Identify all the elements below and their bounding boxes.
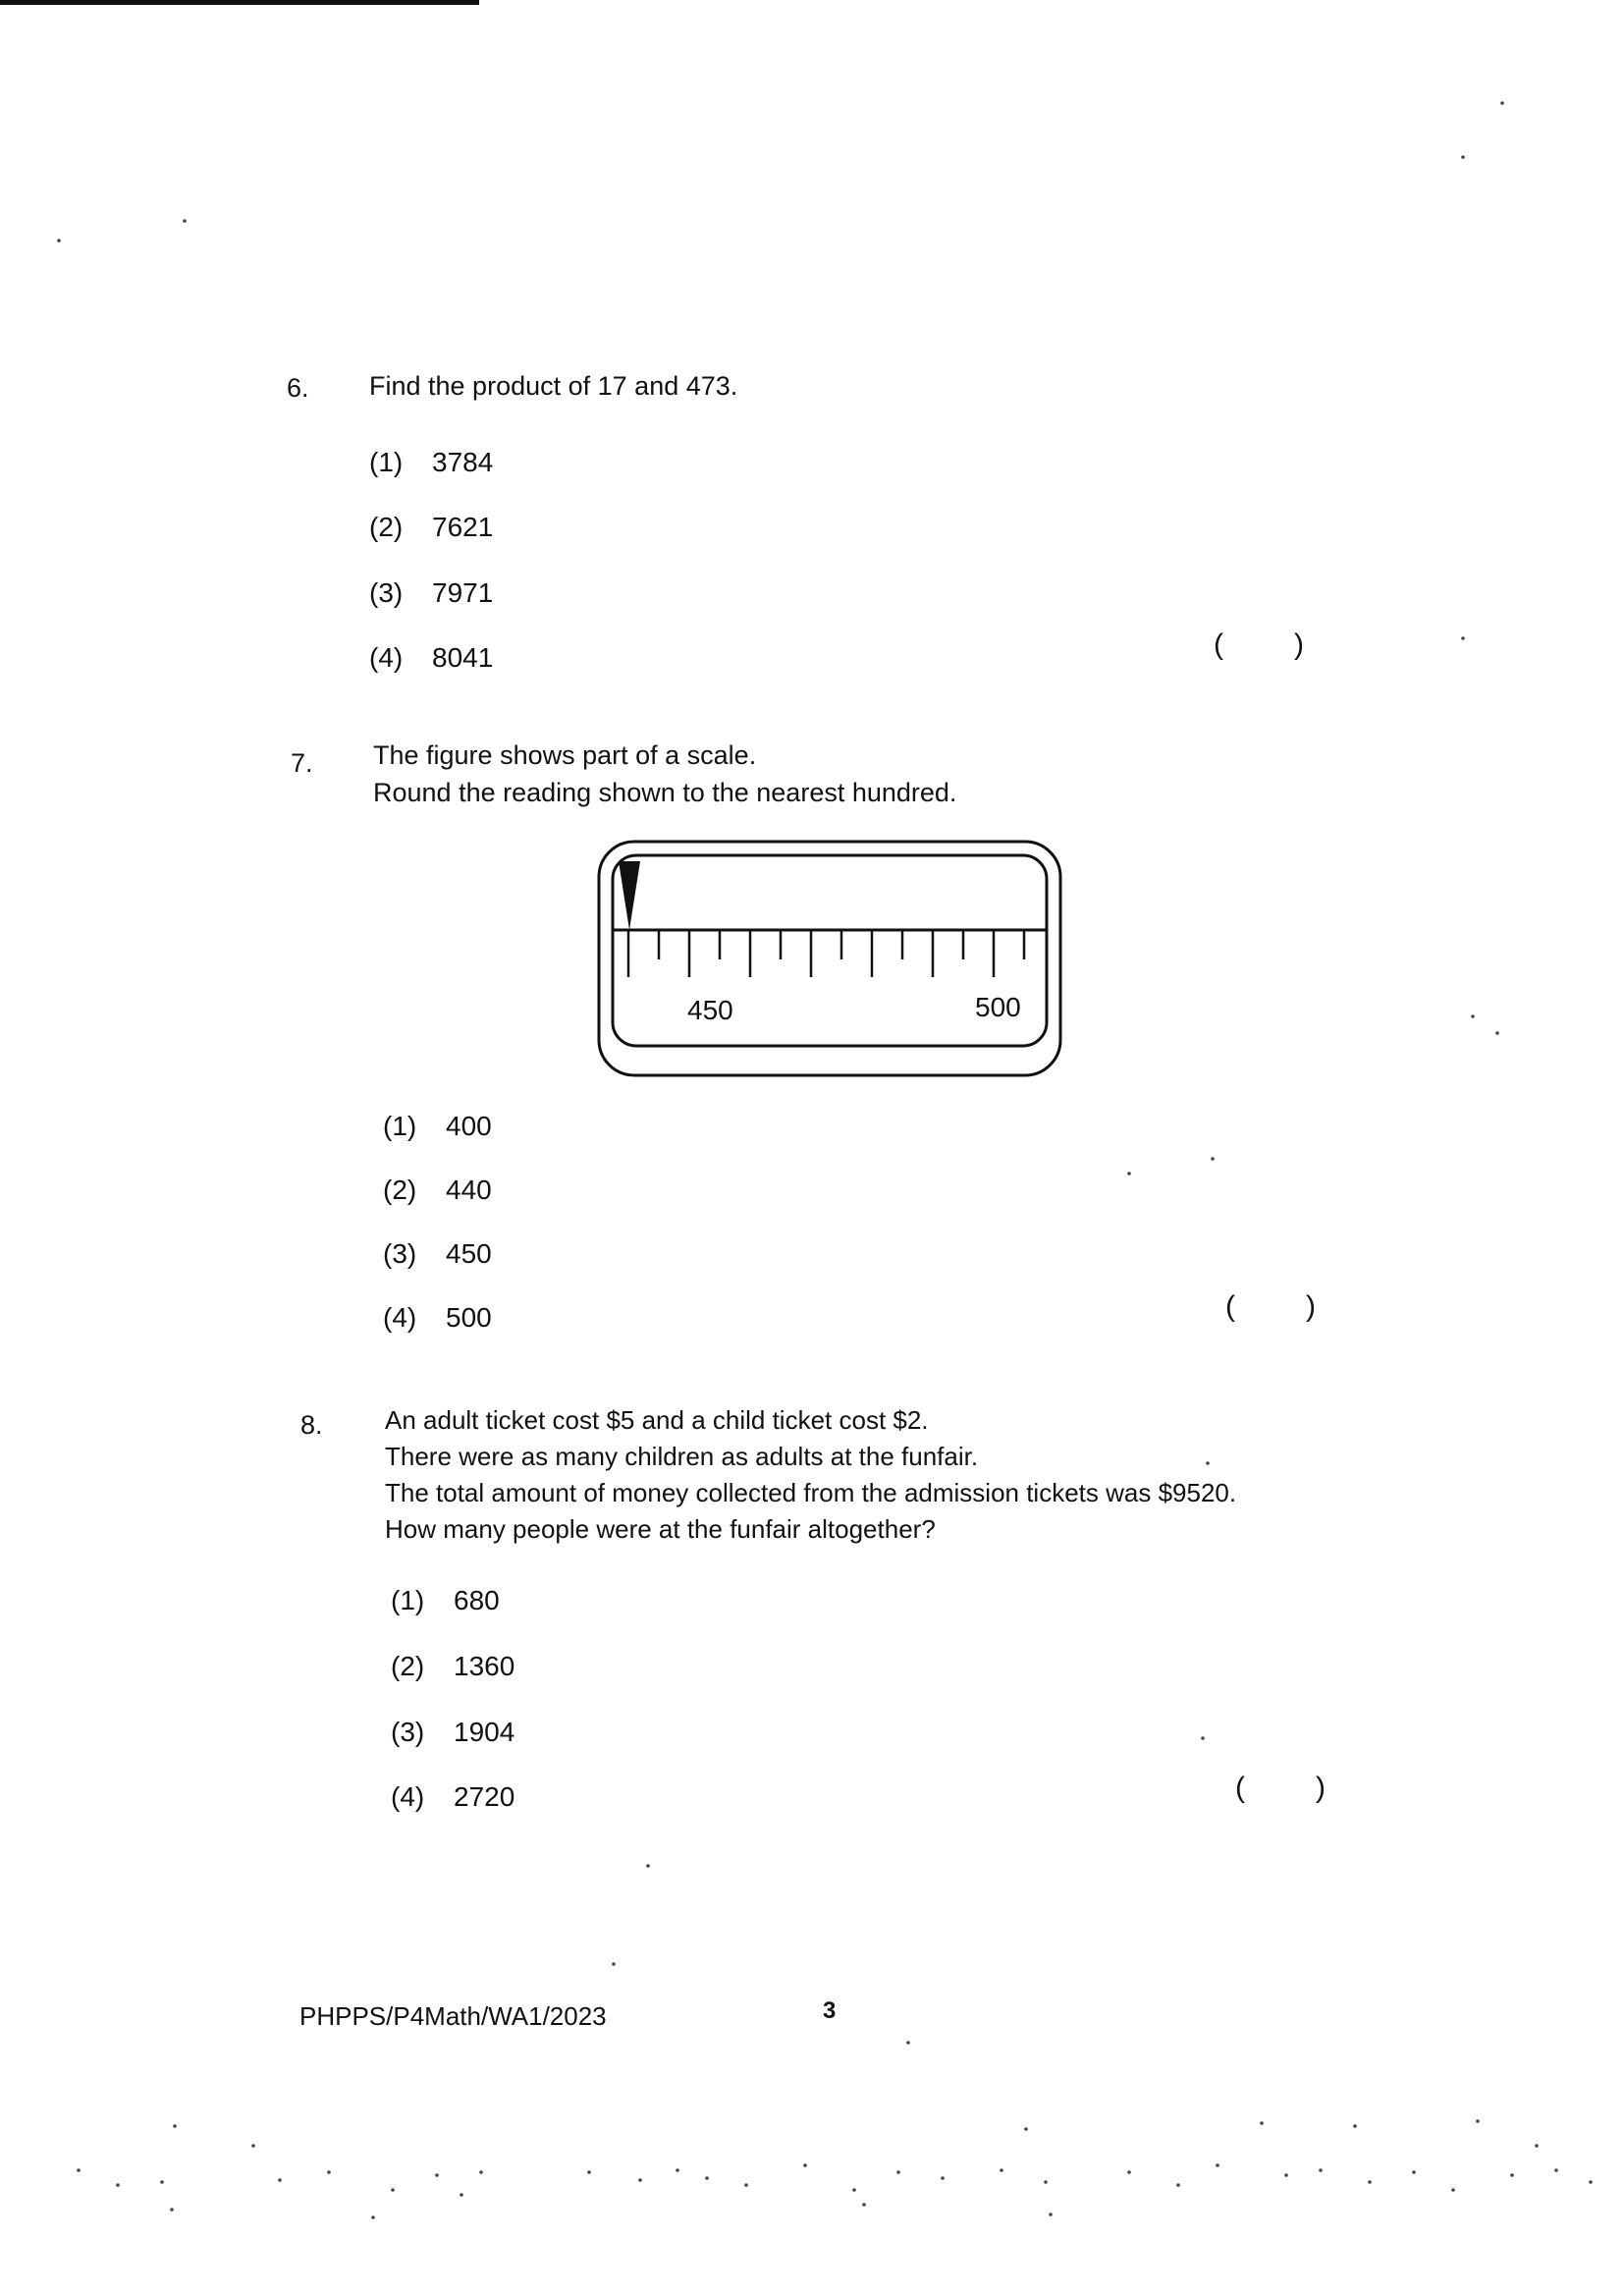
scan-speck (676, 2168, 679, 2172)
scan-speck (1201, 1736, 1205, 1740)
scan-speck (862, 2203, 866, 2207)
scale-ticks (628, 930, 1024, 977)
scan-speck (1049, 2213, 1053, 2216)
question-7-option-4[interactable]: (4) 500 (383, 1302, 492, 1333)
scan-speck (1319, 2168, 1323, 2172)
scan-speck (183, 219, 187, 223)
question-8-line-1: An adult ticket cost $5 and a child ticket cost $2. (385, 1405, 929, 1435)
question-6-answer-box[interactable]: ( ) (1214, 629, 1304, 661)
scale-label-450: 450 (687, 995, 733, 1025)
scan-speck (1211, 1157, 1215, 1161)
scan-speck (612, 1962, 616, 1966)
scan-speck (77, 2168, 81, 2172)
question-6-line-1: Find the product of 17 and 473. (369, 371, 738, 401)
scale-outer-frame (599, 842, 1060, 1075)
question-8-line-3: The total amount of money collected from the admission tickets was $9520. (385, 1478, 1237, 1507)
scan-speck (941, 2176, 945, 2180)
scan-speck (896, 2170, 900, 2174)
scan-speck (587, 2170, 591, 2174)
question-8-option-3[interactable]: (3) 1904 (391, 1717, 515, 1747)
question-8-text (385, 1402, 1236, 1548)
scan-speck (160, 2180, 164, 2184)
scan-speck (460, 2193, 463, 2197)
scan-speck (638, 2178, 642, 2182)
question-8-number: 8. (300, 1410, 323, 1440)
question-6-option-4[interactable]: (4) 8041 (369, 642, 494, 673)
scan-speck (371, 2215, 375, 2219)
scan-speck (391, 2188, 395, 2192)
question-6-option-2[interactable]: (2) 7621 (369, 512, 494, 542)
scan-speck (1412, 2170, 1416, 2174)
question-7-number: 7. (291, 748, 313, 778)
scan-speck (1461, 636, 1465, 640)
scan-speck (1461, 155, 1465, 159)
scale-figure (589, 840, 1070, 1085)
scan-speck (251, 2144, 255, 2148)
question-7-option-3[interactable]: (3) 450 (383, 1238, 492, 1269)
question-8-line-4: How many people were at the funfair altogether? (385, 1514, 936, 1544)
scan-speck (803, 2163, 807, 2167)
question-6-number: 6. (287, 373, 309, 403)
scan-speck (1476, 2119, 1480, 2123)
scan-speck (1471, 1014, 1475, 1018)
scan-speck (906, 2041, 910, 2045)
question-7-text (373, 737, 956, 811)
footer-paper-code: PHPPS/P4Math/WA1/2023 (299, 2001, 607, 2031)
scan-speck (1451, 2188, 1455, 2192)
scan-speck (705, 2176, 709, 2180)
scan-speck (1176, 2183, 1180, 2187)
scan-speck (1368, 2180, 1372, 2184)
scan-speck (744, 2183, 748, 2187)
question-8-option-2[interactable]: (2) 1360 (391, 1651, 515, 1681)
scan-speck (1500, 101, 1504, 105)
question-8-line-2: There were as many children as adults at the funfair. (385, 1442, 979, 1471)
scale-pointer (619, 861, 640, 930)
question-6-text (369, 367, 737, 405)
scan-speck (57, 239, 61, 243)
scan-speck (1216, 2163, 1219, 2167)
scan-speck (852, 2188, 856, 2192)
scan-speck (170, 2208, 174, 2212)
scan-speck (479, 2170, 483, 2174)
scan-speck (1044, 2180, 1048, 2184)
question-6-option-1[interactable]: (1) 3784 (369, 447, 494, 477)
scan-speck (116, 2183, 120, 2187)
scan-speck (1353, 2124, 1357, 2128)
scan-speck (173, 2124, 177, 2128)
page-number: 3 (823, 1997, 837, 2024)
scan-speck (1260, 2121, 1264, 2125)
question-6-option-3[interactable]: (3) 7971 (369, 577, 494, 608)
scan-speck (278, 2178, 282, 2182)
scan-speck (1510, 2173, 1514, 2177)
question-8-option-4[interactable]: (4) 2720 (391, 1781, 515, 1812)
scan-speck (646, 1864, 650, 1868)
top-edge-bar (0, 0, 479, 5)
scan-speck (1024, 2127, 1028, 2131)
question-8-answer-box[interactable]: ( ) (1235, 1772, 1326, 1804)
question-7-line-1: The figure shows part of a scale. (373, 740, 757, 770)
question-7-answer-box[interactable]: ( ) (1225, 1290, 1316, 1323)
scan-speck (1535, 2144, 1539, 2148)
scan-speck (1589, 2180, 1593, 2184)
scan-speck (1127, 2170, 1131, 2174)
scan-speck (327, 2170, 331, 2174)
scan-speck (1000, 2168, 1003, 2172)
scan-speck (1495, 1031, 1499, 1035)
question-8-option-1[interactable]: (1) 680 (391, 1585, 500, 1615)
scale-label-500: 500 (975, 992, 1021, 1022)
question-7-option-1[interactable]: (1) 400 (383, 1111, 492, 1141)
scan-speck (1284, 2173, 1288, 2177)
question-7-line-2: Round the reading shown to the nearest hundred. (373, 778, 957, 807)
scan-speck (1127, 1172, 1131, 1175)
scan-speck (435, 2173, 439, 2177)
scan-speck (1554, 2168, 1558, 2172)
question-7-option-2[interactable]: (2) 440 (383, 1175, 492, 1205)
